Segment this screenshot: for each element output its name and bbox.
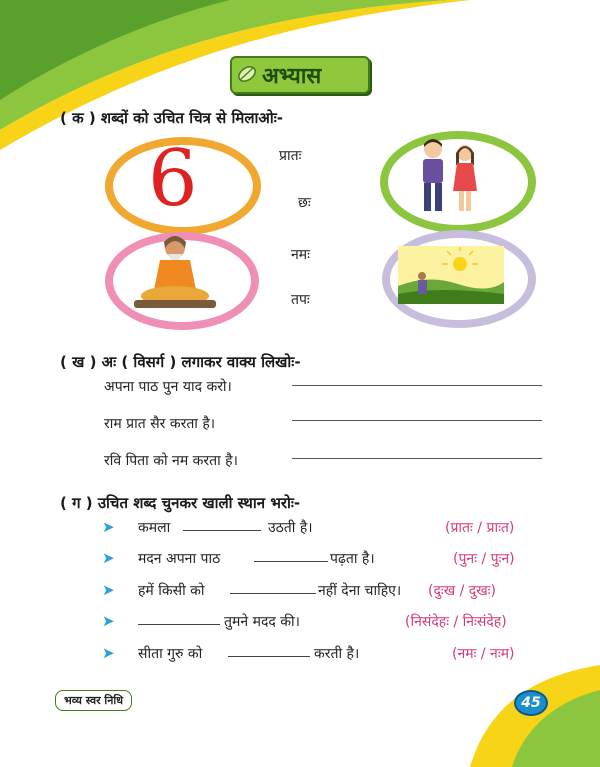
blank-line[interactable] — [254, 561, 328, 562]
page-number-badge: 45 — [514, 690, 548, 716]
sentence-1: अपना पाठ पुन याद करो। — [104, 379, 232, 395]
fill-blank-row-3 — [0, 581, 600, 603]
section-k-heading: ( क ) शब्दों को उचित चित्र से मिलाओः- — [60, 109, 283, 127]
arrow-bullet-icon: ➤ — [102, 549, 115, 567]
sentence-2: राम प्रात सैर करता है। — [104, 416, 216, 432]
row-text-before: सीता गुरु को — [138, 646, 203, 662]
row-options: (पुनः / पुःन) — [453, 551, 515, 567]
match-word-2: छः — [298, 195, 311, 211]
fill-blank-row-2 — [0, 549, 600, 571]
row-text-after: नहीं देना चाहिए। — [318, 583, 402, 599]
blank-line[interactable] — [228, 656, 310, 657]
arrow-bullet-icon: ➤ — [102, 581, 115, 599]
arrow-bullet-icon: ➤ — [102, 644, 115, 662]
row-text-before: हमें किसी को — [138, 583, 205, 599]
page-title: अभ्यास — [262, 63, 322, 89]
book-name-tag: भव्य स्वर निधि — [55, 690, 132, 711]
row-options: (प्रातः / प्राःत) — [445, 520, 515, 536]
answer-line-1[interactable] — [292, 385, 542, 386]
blank-line[interactable] — [183, 530, 261, 531]
row-text-after: करती है। — [314, 646, 360, 662]
number-six-picture: 6 — [148, 134, 198, 224]
blank-line[interactable] — [230, 593, 316, 594]
meditating-sage-picture — [130, 234, 220, 314]
match-word-4: तपः — [291, 292, 310, 308]
sunrise-scene-picture — [398, 246, 504, 304]
exercise-title-box — [230, 56, 370, 94]
fill-blank-row-4 — [0, 612, 600, 634]
greeting-children-picture — [405, 135, 495, 217]
row-text-after: पढ़ता है। — [330, 551, 375, 567]
row-text-after: तुमने मदद की। — [224, 614, 300, 630]
sentence-3: रवि पिता को नम करता है। — [104, 453, 238, 469]
row-options: (दुःख / दुखः) — [428, 583, 496, 599]
row-text-after: उठती है। — [268, 520, 313, 536]
blank-line[interactable] — [138, 624, 220, 625]
arrow-bullet-icon: ➤ — [102, 612, 115, 630]
row-options: (निसंदेहः / निःसंदेह) — [405, 614, 507, 630]
fill-blank-row-1 — [0, 518, 600, 540]
fill-blank-row-5 — [0, 644, 600, 666]
row-text-before: कमला — [138, 520, 171, 536]
section-kh-heading: ( ख ) अः ( विसर्ग ) लगाकर वाक्य लिखोः- — [60, 353, 301, 371]
answer-line-3[interactable] — [292, 458, 542, 459]
leaf-icon — [236, 63, 258, 85]
match-word-1: प्रातः — [279, 148, 302, 164]
row-options: (नमः / नःम) — [452, 646, 515, 662]
arrow-bullet-icon: ➤ — [102, 518, 115, 536]
match-word-3: नमः — [291, 247, 310, 263]
section-g-heading: ( ग ) उचित शब्द चुनकर खाली स्थान भरोः- — [60, 494, 301, 512]
row-text-before: मदन अपना पाठ — [138, 551, 221, 567]
answer-line-2[interactable] — [292, 420, 542, 421]
